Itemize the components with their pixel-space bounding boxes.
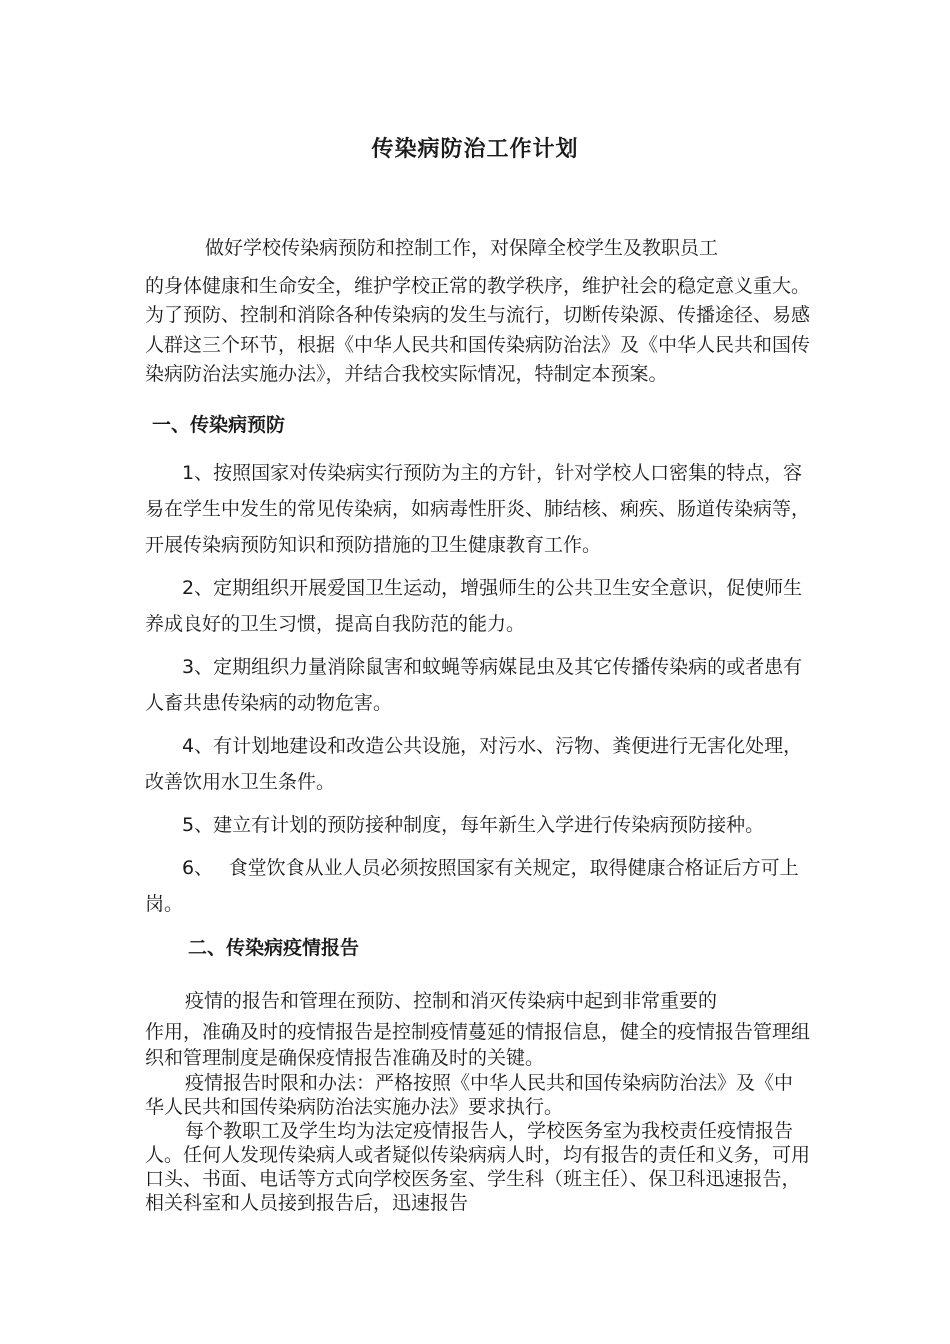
- intro-rest: 的身体健康和生命安全，维护学校正常的教学秩序，维护社会的稳定意义重大。为了预防、控制和消除各种传染病的发生与流行，切断传染源、传播途径、易感人群这三个环节，根据《中华人民共和国传染病防治法》及《中华人民共和国传染病防治法实施办法》，并结合我校实际情况，特制定本预案。: [145, 274, 811, 385]
- list-item: [145, 728, 810, 800]
- report-paragraph-1-first-line: 疫情的报告和管理在预防、控制和消灭传染病中起到非常重要的: [185, 990, 718, 1012]
- list-item: [145, 850, 810, 922]
- document-title: 传染病防治工作计划: [371, 136, 579, 162]
- item-number: 3: [182, 656, 195, 678]
- item-number: 1: [182, 462, 195, 484]
- item-number: 2: [182, 577, 195, 599]
- item-number: 6: [182, 857, 195, 879]
- list-item: [145, 570, 810, 642]
- item-text: 、定期组织开展爱国卫生运动，增强师生的公共卫生安全意识，促使师生养成良好的卫生习惯，提高自我防范的能力。: [145, 577, 803, 635]
- report-paragraph-1-rest: 作用，准确及时的疫情报告是控制疫情蔓延的情报信息，健全的疫情报告管理组织和管理制度是确保疫情报告准确及时的关键。: [145, 1021, 811, 1069]
- item-number: 5: [182, 814, 195, 836]
- list-item: [145, 807, 810, 843]
- section-heading-prevention: 一、传染病预防: [152, 414, 286, 436]
- item-number: 4: [182, 735, 195, 757]
- item-text: 、定期组织力量消除鼠害和蚊蝇等病媒昆虫及其它传播传染病的或者患有人畜共患传染病的动物危害。: [145, 656, 803, 714]
- intro-paragraph: [145, 234, 810, 390]
- section-heading-reporting: 二、传染病疫情报告: [188, 937, 360, 959]
- list-item: [145, 455, 810, 563]
- item-text: 、有计划地建设和改造公共设施，对污水、污物、粪便进行无害化处理，改善饮用水卫生条件。: [145, 735, 803, 793]
- intro-first-line: 做好学校传染病预防和控制工作，对保障全校学生及教职员工: [205, 237, 719, 259]
- item-text: 、建立有计划的预防接种制度，每年新生入学进行传染病预防接种。: [194, 814, 765, 836]
- item-text: 、 食堂饮食从业人员必须按照国家有关规定，取得健康合格证后方可上岗。: [145, 857, 799, 915]
- list-item: [145, 649, 810, 721]
- reporting-section: [145, 983, 810, 1215]
- report-paragraph-3: 每个教职工及学生均为法定疫情报告人，学校医务室为我校责任疫情报告人。任何人发现传染病人或者疑似传染病病人时，均有报告的责任和义务，可用口头、书面、电话等方式向学校医务室、学生科（班主任）、保卫科迅速报告，相关科室和人员接到报告后，迅速报告: [145, 1120, 811, 1214]
- report-paragraph-2: 疫情报告时限和办法：严格按照《中华人民共和国传染病防治法》及《中华人民共和国传染病防治法实施办法》要求执行。: [145, 1072, 794, 1118]
- prevention-list: [145, 455, 810, 929]
- item-text: 、按照国家对传染病实行预防为主的方针，针对学校人口密集的特点，容易在学生中发生的常见传染病，如病毒性肝炎、肺结核、痢疾、肠道传染病等，开展传染病预防知识和预防措施的卫生健康教育工作。: [145, 462, 811, 556]
